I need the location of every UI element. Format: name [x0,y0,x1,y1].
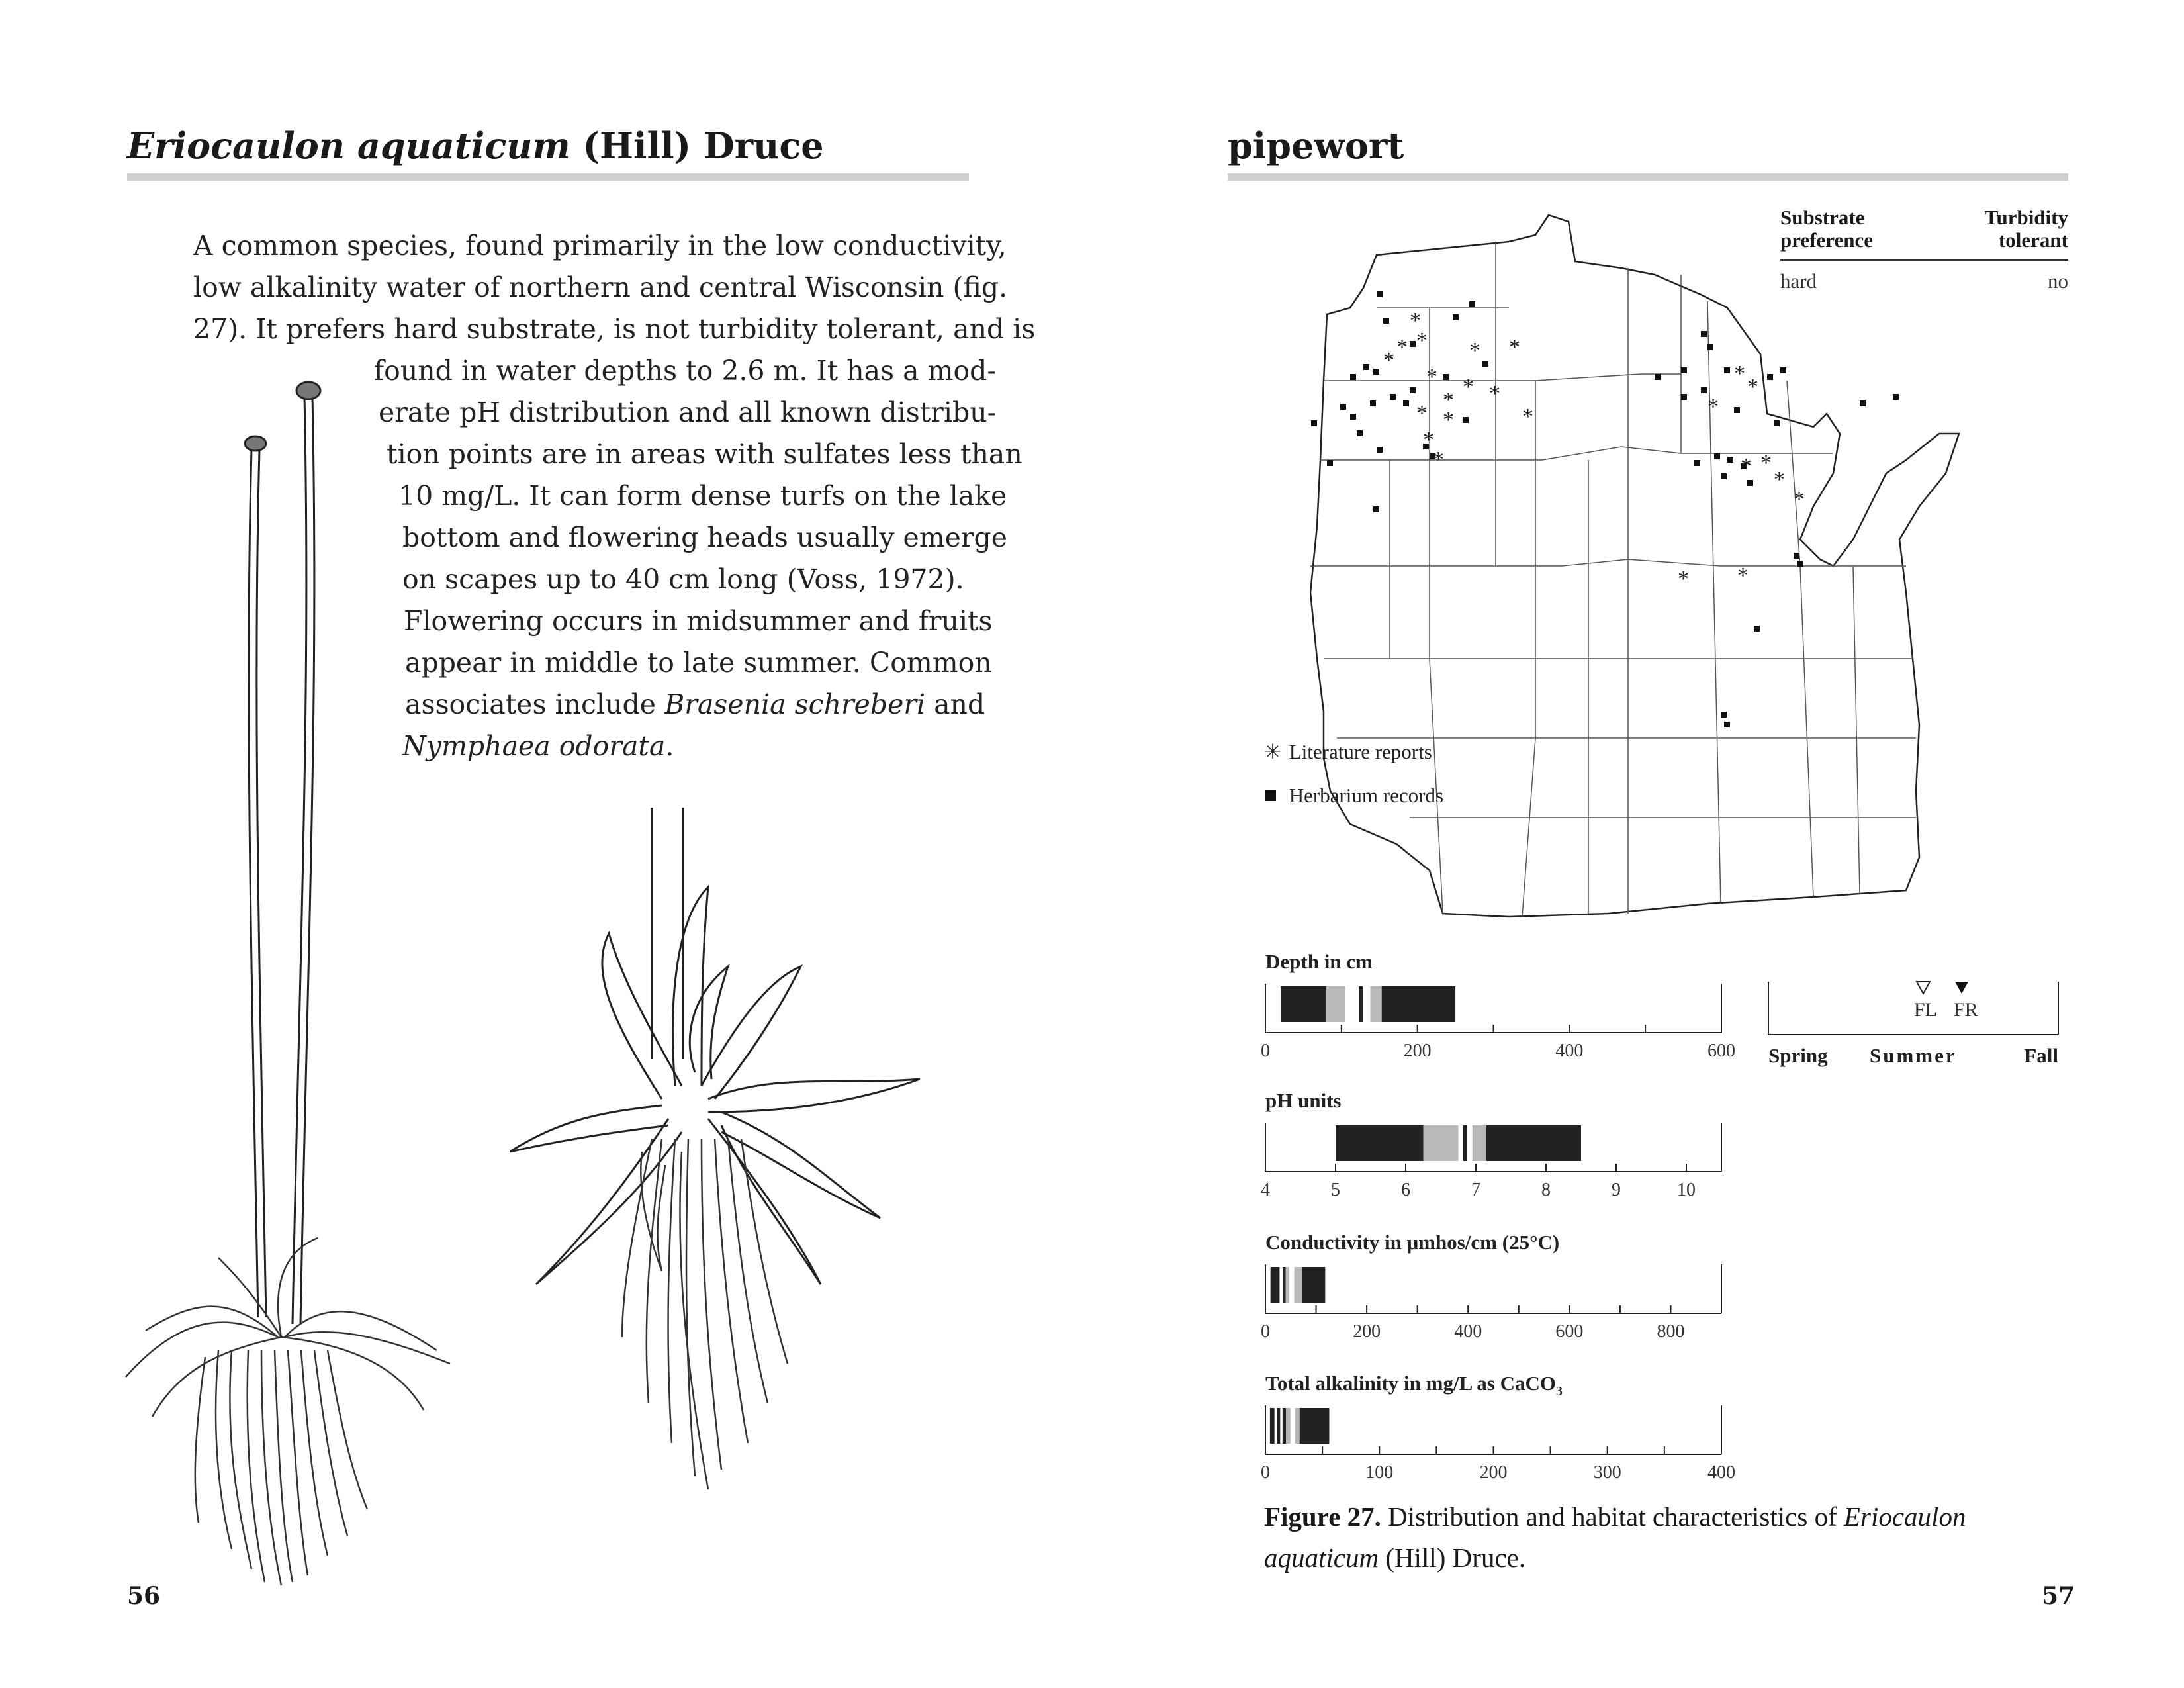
text-line: A common species, found primarily in the low conductivity, [193,230,1007,261]
svg-text:*: * [1416,328,1428,353]
figure-caption: Figure 27. Distribution and habitat characteristics of Eriocaulon aquaticum (Hill) Druce. [1264,1501,1966,1573]
range-chart-0 [1261,950,1735,1061]
tick-label: 400 [1454,1321,1482,1342]
tick-label: 200 [1479,1462,1508,1483]
tick-label: 600 [1707,1041,1735,1061]
tick-label: 7 [1471,1180,1480,1200]
fruiting-marker [1955,982,1968,994]
tick-label: 400 [1707,1462,1735,1483]
tick-label: 0 [1261,1462,1270,1483]
tick-label: 800 [1657,1321,1685,1342]
title-species: Eriocaulon aquaticum [127,124,570,167]
tick-label: 4 [1261,1180,1270,1200]
range-band-white [1467,1125,1472,1161]
range-band-light [1326,986,1345,1022]
svg-text:*: * [1489,381,1500,406]
svg-text:*: * [1522,404,1533,429]
svg-text:*: * [1410,308,1421,333]
tick-label: 5 [1331,1180,1340,1200]
tick-label: 9 [1612,1180,1621,1200]
text-line: 27). It prefers hard substrate, is not turbidity tolerant, and is [193,313,1036,345]
page-number-right: 57 [2042,1582,2075,1610]
right-title-rule [1228,173,2068,181]
title-author: (Hill) Druce [582,124,824,167]
range-band-white [1291,1408,1295,1444]
svg-text:*: * [1509,335,1520,359]
range-band-dark [1300,1408,1330,1444]
tick-label: 10 [1677,1180,1696,1200]
text-line: appear in middle to late summer. Common [405,647,992,679]
text-line: associates include Brasenia schreberi and [405,688,985,720]
tick-label: 300 [1593,1462,1621,1483]
tick-label: 6 [1401,1180,1410,1200]
range-band-light [1286,1408,1291,1444]
svg-text:*: * [1747,375,1758,399]
range-band-white [1345,986,1359,1022]
range-band-white [1459,1125,1463,1161]
map-legend [1264,740,1443,808]
left-page-title [127,124,824,167]
season-fall: Fall [2024,1044,2058,1067]
svg-text:*: * [1443,388,1454,412]
svg-text:*: * [1426,365,1437,389]
svg-text:*: * [1433,447,1444,472]
substrate-value: hard [1780,269,1817,293]
range-chart-1 [1261,1089,1721,1200]
svg-text:*: * [1463,375,1474,399]
legend-literature: ✳ Literature reports [1264,740,1432,763]
svg-text:*: * [1416,401,1428,426]
chart-title: Depth in cm [1265,950,1373,973]
svg-text:*: * [1469,338,1480,363]
chart-title: pH units [1265,1089,1342,1112]
phenology-chart [1767,970,2071,1076]
legend-herbarium: Herbarium records [1264,784,1443,808]
range-band-light [1424,1125,1459,1161]
range-band-white [1289,1267,1295,1303]
turbidity-header: Turbidity [1984,206,2068,229]
tick-label: 100 [1365,1462,1394,1483]
range-band-dark [1283,1408,1286,1444]
square-icon [1265,790,1276,801]
svg-text:*: * [1443,408,1454,432]
range-band-dark [1359,986,1363,1022]
range-band-dark [1277,1408,1280,1444]
text-line: on scapes up to 40 cm long (Voss, 1972). [402,563,964,595]
season-spring: Spring [1768,1044,1828,1067]
season-summer: Summer [1870,1044,1957,1067]
text-line: erate pH distribution and all known distribu- [379,397,997,428]
svg-text:*: * [1737,563,1749,588]
range-band-dark [1283,1267,1286,1303]
text-line: 10 mg/L. It can form dense turfs on the lake [398,480,1007,512]
range-chart-3 [1261,1372,1735,1483]
fl-label: FL [1914,999,1938,1021]
svg-text:*: * [1741,454,1752,479]
common-name-title: pipewort [1228,124,1404,167]
range-band-light [1473,1125,1486,1161]
tick-label: 400 [1555,1041,1584,1061]
range-band-dark [1336,1125,1424,1161]
flowering-marker [1917,982,1930,994]
wisconsin-distribution-map [1310,195,2005,930]
svg-text:*: * [1760,451,1772,475]
svg-text:*: * [1423,428,1434,452]
range-band-dark [1302,1267,1325,1303]
tick-label: 8 [1541,1180,1551,1200]
fr-label: FR [1954,999,1978,1021]
range-band-dark [1270,1408,1275,1444]
range-band-dark [1382,986,1455,1022]
asterisk-icon: ✳ [1264,740,1281,763]
tick-label: 600 [1555,1321,1584,1342]
chart-title: Total alkalinity in mg/L as CaCO$_3$ [1265,1372,1563,1399]
text-line: Flowering occurs in midsummer and fruits [404,605,993,637]
svg-text:*: * [1383,348,1394,373]
associate-species: Brasenia schreberi [664,688,926,720]
substrate-header: Substrate [1780,206,1865,229]
text-line: Nymphaea odorata. [402,730,674,762]
range-band-dark [1463,1125,1467,1161]
text-line: low alkalinity water of northern and central Wisconsin (fig. [193,271,1008,303]
range-band-white [1279,1267,1283,1303]
range-band-dark [1486,1125,1581,1161]
svg-text:*: * [1794,487,1805,512]
range-band-light [1295,1408,1300,1444]
range-chart-2 [1261,1231,1721,1342]
range-band-white [1363,986,1370,1022]
left-title-rule [127,173,969,181]
svg-text:*: * [1774,467,1785,492]
tick-label: 200 [1353,1321,1381,1342]
turbidity-value: no [2048,269,2068,293]
tick-label: 200 [1403,1041,1432,1061]
range-band-light [1295,1267,1302,1303]
svg-text:*: * [1707,395,1719,419]
habitat-range-charts [1251,947,1754,1496]
tick-label: 0 [1261,1041,1270,1061]
text-line: tion points are in areas with sulfates less than [387,438,1023,470]
svg-text:*: * [1678,567,1689,591]
chart-title: Conductivity in μmhos/cm (25°C) [1265,1231,1560,1254]
tick-label: 0 [1261,1321,1270,1342]
text-line: found in water depths to 2.6 m. It has a mod- [374,355,997,387]
range-band-dark [1271,1267,1280,1303]
caption-label: Figure 27. [1264,1501,1381,1532]
associate-species: Nymphaea odorata [402,730,666,762]
text-line: bottom and flowering heads usually emerge [402,522,1008,553]
range-band-white [1280,1408,1282,1444]
rosette-closeup-illustration [510,808,973,1496]
pipewort-plant-illustration [119,371,463,1595]
range-band-dark [1281,986,1326,1022]
svg-text:*: * [1396,335,1408,359]
range-band-light [1370,986,1381,1022]
page-number-left: 56 [127,1582,161,1610]
range-band-light [1286,1267,1289,1303]
range-band-white [1275,1408,1277,1444]
svg-text:*: * [1734,361,1745,386]
